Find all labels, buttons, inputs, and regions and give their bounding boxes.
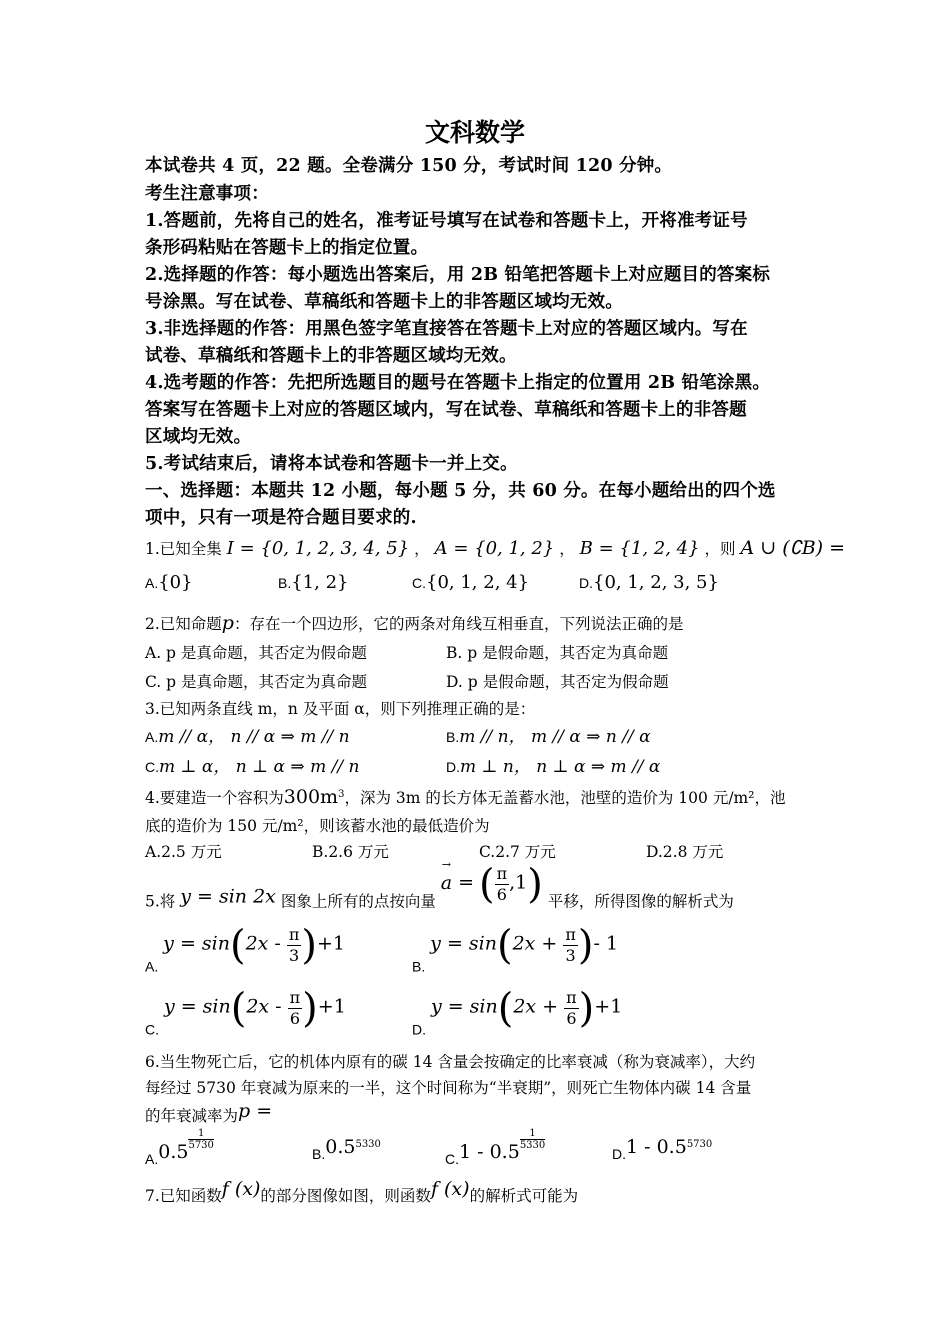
notice-heading: 考生注意事项： bbox=[145, 184, 269, 204]
q1-set-a: A = {0, 1, 2} bbox=[434, 538, 555, 559]
question-6-cont2: 的年衰减率为p = bbox=[145, 1100, 273, 1125]
q6-option-c: C.1 - 0.5 $\frac{1}{5330}$ bbox=[445, 1128, 546, 1167]
question-6: 6.当生物死亡后，它的机体内原有的碳 14 含量会按确定的比率衰减（称为衰减率），大约 bbox=[145, 1053, 756, 1071]
q1-option-a: A.{0} bbox=[145, 572, 193, 593]
q2-option-c: C. p 是真命题，其否定为真命题 bbox=[145, 673, 368, 691]
q3-option-b: B.m // n， m // α ⇒ n // α bbox=[446, 727, 651, 747]
notice-3: 3.非选择题的作答：用黑色签字笔直接答在答题卡上对应的答题区域内。写在 bbox=[145, 319, 748, 339]
q1-stem: 1.已知全集 bbox=[145, 540, 222, 558]
q6-option-b: $B.0.5^{5330}$ bbox=[312, 1136, 381, 1162]
notice-3-cont: 试卷、草稿纸和答题卡上的非答题区域均无效。 bbox=[145, 346, 517, 366]
q1-option-b: B.{1, 2} bbox=[278, 572, 349, 593]
notice-1: 1.答题前，先将自己的姓名，准考证号填写在试卷和答题卡上，开将准考证号 bbox=[145, 211, 748, 231]
q1-set-b: B = {1, 2, 4} bbox=[579, 538, 700, 559]
question-1: 1.已知全集 I = {0, 1, 2, 3, 4, 5} ， A = {0, 1, 2} ， B = {1, 2, 4} ，则 A ∪ (∁B) = bbox=[145, 537, 846, 559]
intro-line: 本试卷共 4 页，22 题。全卷满分 150 分，考试时间 120 分钟。 bbox=[145, 156, 673, 176]
q5-option-a: A. y = sin(2x - $\frac{\pi}{3}$ )+1 bbox=[145, 922, 346, 975]
q5-option-d: D. y = sin(2x + $\frac{\pi}{6}$ )+1 bbox=[412, 985, 623, 1038]
page-title: 文科数学 bbox=[424, 118, 525, 147]
notice-2-cont: 号涂黑。写在试卷、草稿纸和答题卡上的非答题区域均无效。 bbox=[145, 292, 623, 312]
notice-4-cont: 答案写在答题卡上对应的答题区域内，写在试卷、草稿纸和答题卡上的非答题 bbox=[145, 400, 747, 420]
notice-5: 5.考试结束后，请将本试卷和答题卡一并上交。 bbox=[145, 454, 518, 474]
notice-4: 4.选考题的作答：先把所选题目的题号在答题卡上指定的位置用 2B 铅笔涂黑。 bbox=[145, 373, 771, 393]
q2-option-b: B. p 是假命题，其否定为真命题 bbox=[446, 644, 669, 662]
q1-option-d: D.{0, 1, 2, 3, 5} bbox=[579, 572, 719, 593]
section-heading: 一、选择题：本题共 12 小题，每小题 5 分，共 60 分。在每小题给出的四个选 bbox=[145, 481, 776, 501]
q4-option-a: A.2.5 万元 bbox=[145, 843, 222, 861]
q3-option-d: D.m ⊥ n， n ⊥ α ⇒ m // α bbox=[446, 757, 661, 777]
q2-option-d: D. p 是假命题，其否定为假命题 bbox=[446, 673, 669, 691]
q1-then: ，则 bbox=[704, 540, 736, 558]
q3-option-c: C.m ⊥ α， n ⊥ α ⇒ m // n bbox=[145, 757, 360, 777]
q4-option-b: B.2.6 万元 bbox=[312, 843, 389, 861]
notice-1-cont: 条形码粘贴在答题卡上的指定位置。 bbox=[145, 238, 429, 258]
q1-option-c: C.{0, 1, 2, 4} bbox=[412, 572, 530, 593]
q1-expr: A ∪ (∁B) = bbox=[740, 537, 846, 559]
q5-option-b: B. y = sin(2x + $\frac{\pi}{3}$ )- 1 bbox=[412, 922, 619, 975]
question-4: 4.要建造一个容积为$300m^3$，深为 3m 的长方体无盖蓄水池，池壁的造价为 100 元/m²，池 bbox=[145, 786, 786, 808]
question-3: 3.已知两条直线 m，n 及平面 α，则下列推理正确的是： bbox=[145, 700, 536, 718]
question-6-cont: 每经过 5730 年衰减为原来的一半，这个时间称为“半衰期”，则死亡生物体内碳 14 含量 bbox=[145, 1079, 752, 1097]
q6-option-d: $D.1 - 0.5^{5730}$ bbox=[612, 1136, 713, 1162]
question-5: 5.将 y = sin 2x 图象上所有的点按向量 → a = ( $\frac{\pi}{6}$ ,1) 平移，所得图像的解析式为 bbox=[145, 857, 734, 911]
q6-option-a: A.0.5 $\frac{1}{5730}$ bbox=[145, 1128, 214, 1167]
q2-option-a: A. p 是真命题，其否定为假命题 bbox=[145, 644, 367, 662]
q4-option-d: D.2.8 万元 bbox=[646, 843, 724, 861]
q3-option-a: A.m // α， n // α ⇒ m // n bbox=[145, 727, 350, 747]
q5-option-c: C. y = sin(2x - $\frac{\pi}{6}$ )+1 bbox=[145, 985, 346, 1038]
question-2: 2.已知命题p：存在一个四边形，它的两条对角线互相垂直，下列说法正确的是 bbox=[145, 612, 684, 634]
notice-2: 2.选择题的作答：每小题选出答案后，用 2B 铅笔把答题卡上对应题目的答案标 bbox=[145, 265, 771, 285]
question-7: 7.已知函数f (x)的部分图像如图，则函数f (x)的解析式可能为 bbox=[145, 1178, 579, 1205]
section-heading-cont: 项中，只有一项是符合题目要求的. bbox=[145, 508, 417, 528]
q4-option-c: C.2.7 万元 bbox=[479, 843, 556, 861]
q1-set-i: I = {0, 1, 2, 3, 4, 5} bbox=[226, 538, 410, 559]
notice-4-cont2: 区域均无效。 bbox=[145, 427, 252, 447]
question-4-cont: 底的造价为 150 元/m²，则该蓄水池的最低造价为 bbox=[145, 817, 490, 835]
